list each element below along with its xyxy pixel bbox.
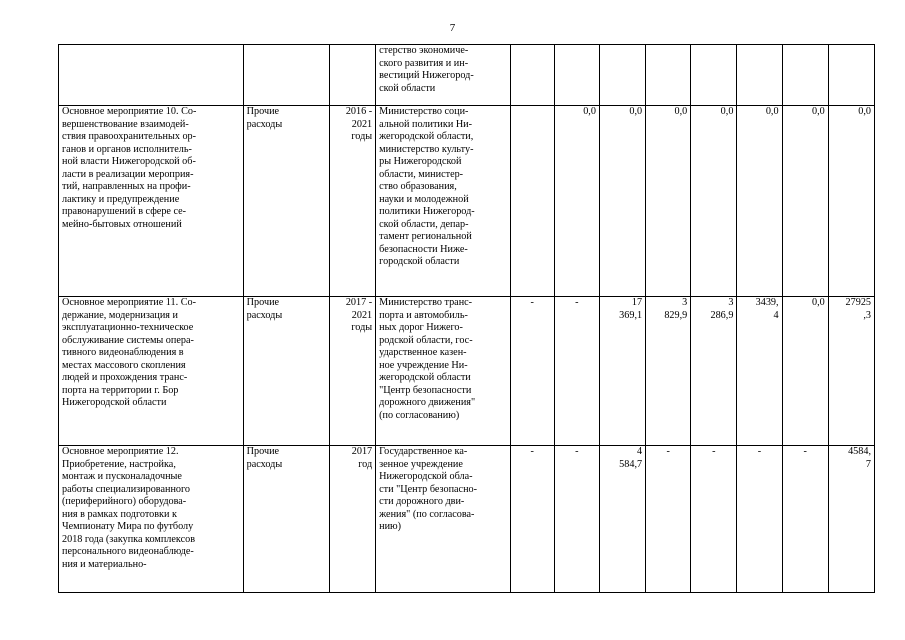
page-number: 7: [449, 22, 456, 34]
value-cell: [510, 446, 554, 593]
value-text: 27925 ,3: [845, 297, 871, 321]
value-text: 0,0: [811, 297, 825, 308]
value-text: 0,0: [765, 106, 779, 117]
value-text: -: [530, 446, 534, 457]
activity-cell: [59, 106, 244, 297]
value-text: -: [530, 297, 534, 308]
activity-cell: [59, 446, 244, 593]
value-text: 4584, 7: [848, 446, 871, 470]
executor-cell-text: Министерство транс- порта и автомобиль- ных дорог Нижего- родской области, гос- ударственное казен- ное учреждение Ни- жегородской области "Центр безопасности дорожного движения" (по согласованию): [379, 297, 476, 421]
value-text: -: [712, 446, 716, 457]
expense-type-cell: [243, 106, 329, 297]
executor-cell: [376, 45, 510, 106]
years-cell: [329, 45, 375, 106]
value-cell: [554, 446, 599, 593]
value-cell: [646, 45, 691, 106]
value-cell: [554, 45, 599, 106]
value-cell: [782, 45, 828, 106]
value-cell: [737, 45, 782, 106]
value-text: -: [575, 446, 579, 457]
expense-type-cell: [243, 297, 329, 446]
value-cell: [691, 297, 737, 446]
value-cell: [691, 446, 737, 593]
value-text: -: [666, 446, 670, 457]
value-cell: [782, 106, 828, 297]
years-cell: [329, 446, 375, 593]
value-cell: [599, 297, 645, 446]
years-cell-text: 2017 год: [351, 446, 373, 470]
table-row: [59, 446, 875, 593]
activity-cell-text: Основное мероприятие 12. Приобретение, настройка, монтаж и пусконаладочные работы специализированного (периферийного) оборудова- ния в рамках подготовки к Чемпионату Мира по футболу 2018 года (закупка комплексов персонального видеонаблюде- ния и материально-: [62, 446, 196, 570]
activity-cell-text: Основное мероприятие 11. Со- держание, модернизация и эксплуатационно-техническое обслуживание системы опера- тивного видеонаблюдения в местах массового скопления людей и прохождения транс- порта на территории г. Бор Нижегородской области: [62, 297, 196, 408]
budget-table: [58, 44, 875, 593]
value-cell: [828, 45, 874, 106]
value-cell: [599, 446, 645, 593]
value-cell: [737, 446, 782, 593]
activity-cell-text: Основное мероприятие 10. Со- вершенствование взаимодей- ствия правоохранительных ор- ганов и органов исполнитель- ной власти Нижегородской об- ласти в реализации мероприя- тий, направленных на профи- лактику и предупреждение правонарушений в сфере се- мейно-бытовых отношений: [62, 106, 197, 230]
years-cell-text: 2017 - 2021 годы: [345, 297, 373, 333]
value-cell: [510, 297, 554, 446]
activity-cell: [59, 45, 244, 106]
value-cell: [510, 45, 554, 106]
years-cell: [329, 297, 375, 446]
value-cell: [599, 106, 645, 297]
value-cell: [554, 297, 599, 446]
executor-cell-text: стерство экономиче- ского развития и ин- вестиций Нижегород- ской области: [379, 45, 474, 94]
value-text: 3 829,9: [664, 297, 688, 321]
value-cell: [828, 446, 874, 593]
value-cell: [782, 446, 828, 593]
value-text: 0,0: [811, 106, 825, 117]
executor-cell-text: Государственное ка- зенное учреждение Нижегородской обла- сти "Центр безопасно- сти дорожного дви- жения" (по согласова- нию): [379, 446, 478, 532]
activity-cell: [59, 297, 244, 446]
value-text: 0,0: [629, 106, 643, 117]
value-cell: [599, 45, 645, 106]
years-cell: [329, 106, 375, 297]
expense-type-cell: [243, 45, 329, 106]
value-cell: [828, 106, 874, 297]
expense-type-cell: [243, 446, 329, 593]
value-cell: [782, 297, 828, 446]
years-cell-text: 2016 - 2021 годы: [345, 106, 373, 142]
executor-cell-text: Министерство соци- альной политики Ни- жегородской области, министерство культу- ры Нижегородской области, министер- ство образования, науки и молодежной политики Нижегород- ской области, депар- тамент региональной безопасности Ниже- городской области: [379, 106, 475, 267]
executor-cell: [376, 297, 510, 446]
value-cell: [510, 106, 554, 297]
expense-type-cell-text: Прочие расходы: [246, 446, 283, 470]
value-text: -: [575, 297, 579, 308]
value-text: 0,0: [720, 106, 734, 117]
value-cell: [554, 106, 599, 297]
value-text: 0,0: [583, 106, 596, 117]
value-text: 3 286,9: [710, 297, 734, 321]
value-text: -: [803, 446, 807, 457]
value-cell: [646, 446, 691, 593]
value-cell: [691, 106, 737, 297]
value-cell: [646, 297, 691, 446]
table-row: [59, 297, 875, 446]
table-row: [59, 106, 875, 297]
value-cell: [737, 297, 782, 446]
value-cell: [691, 45, 737, 106]
value-text: 0,0: [858, 106, 871, 117]
executor-cell: [376, 446, 510, 593]
value-cell: [737, 106, 782, 297]
value-text: 0,0: [674, 106, 688, 117]
value-text: 4 584,7: [619, 446, 643, 470]
value-text: 17 369,1: [619, 297, 643, 321]
value-text: -: [757, 446, 762, 457]
expense-type-cell-text: Прочие расходы: [246, 297, 283, 321]
value-cell: [828, 297, 874, 446]
value-text: 3439, 4: [755, 297, 779, 321]
executor-cell: [376, 106, 510, 297]
value-cell: [646, 106, 691, 297]
table-row: [59, 45, 875, 106]
expense-type-cell-text: Прочие расходы: [246, 106, 283, 130]
